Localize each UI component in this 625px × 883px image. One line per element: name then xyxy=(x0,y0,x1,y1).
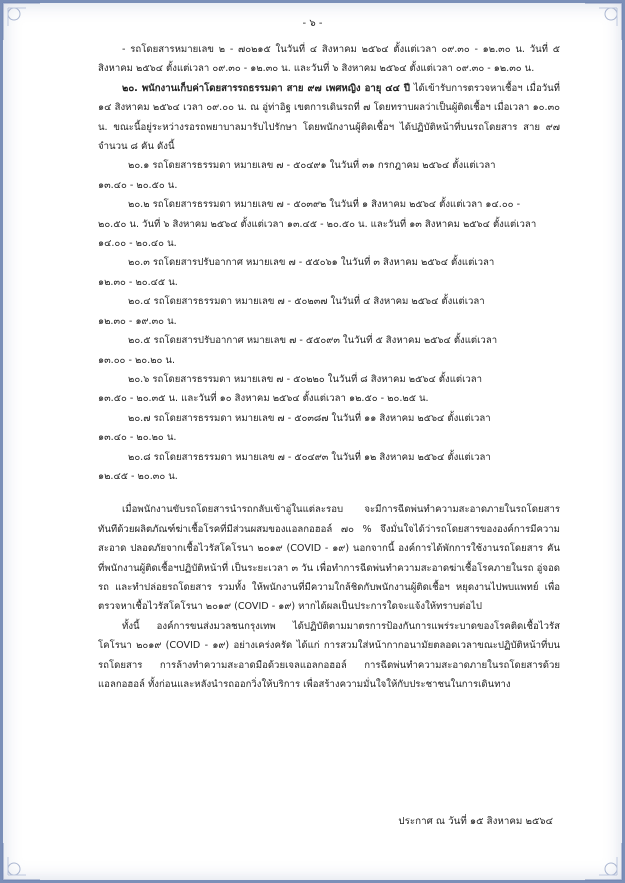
list-item-line1: ๒๐.๑ รถโดยสารธรรมดา หมายเลข ๗ - ๕๐๔๙๑ ในวันที่ ๓๑ กรกฎาคม ๒๕๖๔ ตั้งแต่เวลา xyxy=(128,160,496,172)
list-item xyxy=(98,195,560,253)
list-item xyxy=(98,253,560,292)
case-heading: ๒๐. พนักงานเก็บค่าโดยสารรถธรรมดา สาย ๙๗ เพศหญิง อายุ ๔๔ ปี xyxy=(122,82,411,94)
list-item-line1: ๒๐.๗ รถโดยสารธรรมดา หมายเลข ๗ - ๕๐๓๘๗ ในวันที่ ๑๑ สิงหาคม ๒๕๖๔ ตั้งแต่เวลา xyxy=(128,412,491,424)
spacer xyxy=(98,486,560,500)
corner-ornament xyxy=(573,831,625,883)
list-item-line1: ๒๐.๘ รถโดยสารธรรมดา หมายเลข ๗ - ๕๐๔๙๓ ในวันที่ ๑๒ สิงหาคม ๒๕๖๔ ตั้งแต่เวลา xyxy=(128,451,491,463)
corner-ornament xyxy=(0,831,52,883)
list-item xyxy=(98,156,560,195)
announcement-date: ประกาศ ณ วันที่ ๑๕ สิงหาคม ๒๕๖๔ xyxy=(398,816,553,827)
list-item-line1: ๒๐.๖ รถโดยสารธรรมดา หมายเลข ๗ - ๕๐๒๒๐ ในวันที่ ๘ สิงหาคม ๒๕๖๔ ตั้งแต่เวลา xyxy=(128,373,483,385)
bus-list xyxy=(98,156,560,486)
case-paragraph xyxy=(98,79,560,157)
list-item xyxy=(98,448,560,487)
list-item-line1: ๒๐.๒ รถโดยสารธรรมดา หมายเลข ๗ - ๕๐๓๙๒ ในวันที่ ๑ สิงหาคม ๒๕๖๔ ตั้งแต่เวลา ๑๔.๐๐ - xyxy=(128,199,521,211)
list-item-line1: ๒๐.๔ รถโดยสารธรรมดา หมายเลข ๗ - ๕๐๒๓๗ ในวันที่ ๔ สิงหาคม ๒๕๖๔ ตั้งแต่เวลา xyxy=(128,296,485,308)
cleaning-paragraph: เมื่อพนักงานขับรถโดยสารนำรถกลับเข้าอู่ในแต่ละรอบ จะมีการฉีดพ่นทำความสะอาดภายในรถโดยสารทันทีด้วยผลิตภัณฑ์ฆ่าเชื้อโรคที่มีส่วนผสมของแอลกอฮอล์ ๗๐ % จึงมั่นใจได้ว่ารถโดยสารขององค์การมีความสะอาด ปลอดภัยจากเชื้อไวรัสโคโรนา ๒๐๑๙ (COVID - ๑๙) นอกจากนี้ องค์การได้พักการใช้งานรถโดยสาร คันที่พนักงานผู้ติดเชื้อฯปฏิบัติหน้าที่ เป็นระยะเวลา ๓ วัน เพื่อทำการฉีดพ่นทำความสะอาดฆ่าเชื้อโรคภายในรถ อู่จอดรถ และทำปล่อยรถโดยสาร รวมทั้ง ให้พนักงานที่มีความใกล้ชิดกับพนักงานผู้ติดเชื้อฯ หยุดงานไปพบแพทย์ เพื่อตรวจหาเชื้อไวรัสโคโรนา ๒๐๑๙ (COVID - ๑๙) หากได้ผลเป็นประการใดจะแจ้งให้ทราบต่อไป xyxy=(98,504,560,613)
page-number: - ๖ - xyxy=(302,18,323,29)
list-item xyxy=(98,331,560,370)
intro-paragraph: - รถโดยสารหมายเลข ๒ - ๗๐๒๑๕ ในวันที่ ๔ สิงหาคม ๒๕๖๔ ตั้งแต่เวลา ๐๙.๓๐ - ๑๒.๓๐ น. วันที่ ๕ สิงหาคม ๒๕๖๔ ตั้งแต่เวลา ๐๙.๓๐ - ๑๒.๓๐ น. และวันที่ ๖ สิงหาคม ๒๕๖๔ ตั้งแต่เวลา ๐๙.๓๐ - ๑๒.๓๐ น. xyxy=(98,44,560,75)
list-item-line2: ๑๒.๔๕ - ๒๐.๓๐ น. xyxy=(98,470,178,482)
list-item-line2: ๑๓.๕๐ - ๒๐.๓๕ น. และวันที่ ๑๐ สิงหาคม ๒๕๖๔ ตั้งแต่เวลา ๑๒.๕๐ - ๒๐.๒๕ น. xyxy=(98,393,429,405)
list-item-line2: ๒๐.๕๐ น. วันที่ ๖ สิงหาคม ๒๕๖๔ ตั้งแต่เวลา ๑๓.๔๕ - ๒๐.๕๐ น. และวันที่ ๑๓ สิงหาคม ๒๕๖๔ ตั้งแต่เวลา ๑๔.๐๐ - ๒๐.๔๐ น. xyxy=(98,218,537,250)
list-item-line2: ๑๒.๓๐ - ๒๐.๔๕ น. xyxy=(98,276,178,288)
measures-paragraph: ทั้งนี้ องค์การขนส่งมวลชนกรุงเทพ ได้ปฏิบัติตามมาตรการป้องกันการแพร่ระบาดของโรคติดเชื้อไวรัสโคโรนา ๒๐๑๙ (COVID - ๑๙) อย่างเคร่งครัด ได้แก่ การสวมใส่หน้ากากอนามัยตลอดเวลาขณะปฏิบัติหน้าที่บนรถโดยสาร การล้างทำความสะอาดมือด้วยเจลแอลกอฮอล์ การฉีดพ่นทำความสะอาดภายในรถโดยสารด้วยแอลกอฮอล์ ทั้งก่อนและหลังนำรถออกวิ่งให้บริการ เพื่อสร้างความมั่นใจให้กับประชาชนในการเดินทาง xyxy=(98,620,560,690)
case-text: ได้เข้ารับการตรวจหาเชื้อฯ เมื่อวันที่ ๑๔ สิงหาคม ๒๕๖๔ เวลา ๐๙.๐๐ น. ณ อู่ท่าอิฐ เขตการเดินรถที่ ๗ โดยทราบผลว่าเป็นผู้ติดเชื้อฯ เมื่อเวลา ๑๐.๓๐ น. ขณะนี้อยู่ระหว่างรอรถพยาบาลมารับไปรักษา โดยพนักงานผู้ติดเชื้อฯ ได้ปฏิบัติหน้าที่บนรถโดยสาร สาย ๙๗ จำนวน ๘ คัน ดังนี้ xyxy=(98,82,560,153)
list-item-line1: ๒๐.๓ รถโดยสารปรับอากาศ หมายเลข ๗ - ๕๕๐๖๑ ในวันที่ ๓ สิงหาคม ๒๕๖๔ ตั้งแต่เวลา xyxy=(128,257,495,269)
document-body xyxy=(98,40,560,694)
list-item-line2: ๑๓.๔๐ - ๒๐.๒๐ น. xyxy=(98,432,177,444)
list-item xyxy=(98,292,560,331)
list-item xyxy=(98,370,560,409)
list-item-line2: ๑๓.๐๐ - ๒๐.๒๐ น. xyxy=(98,354,176,366)
list-item-line2: ๑๒.๓๐ - ๑๙.๓๐ น. xyxy=(98,315,177,327)
list-item-line1: ๒๐.๕ รถโดยสารปรับอากาศ หมายเลข ๗ - ๕๕๐๙๓ ในวันที่ ๕ สิงหาคม ๒๕๖๔ ตั้งแต่เวลา xyxy=(128,335,498,347)
list-item-line2: ๑๓.๔๐ - ๒๐.๕๐ น. xyxy=(98,179,178,191)
list-item xyxy=(98,409,560,448)
